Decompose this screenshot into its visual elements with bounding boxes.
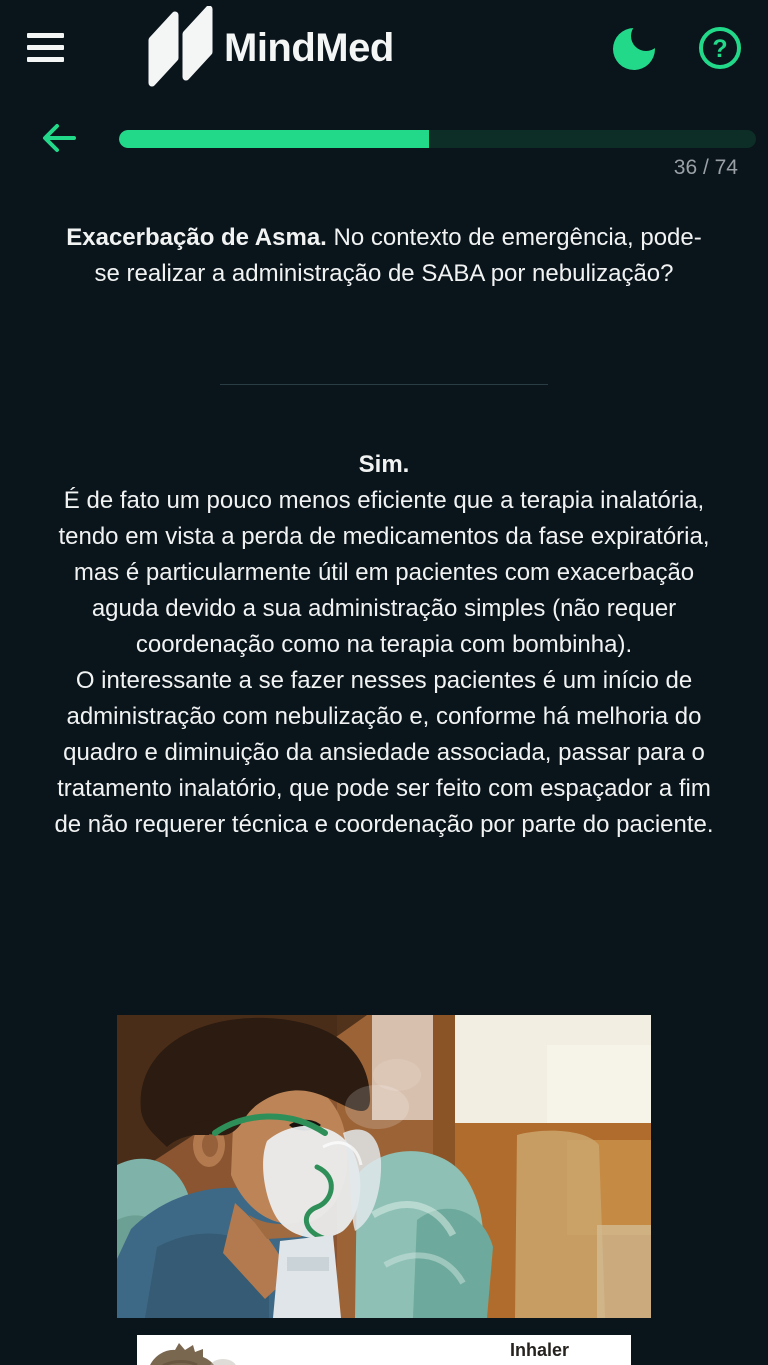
menu-button[interactable] <box>27 33 64 62</box>
help-button[interactable] <box>697 25 743 71</box>
nebulizer-photo <box>117 1015 651 1318</box>
dark-mode-toggle[interactable] <box>611 24 659 72</box>
svg-text:?: ? <box>712 35 728 63</box>
brand-name: MindMed <box>224 25 394 70</box>
question-mark-icon <box>697 25 743 71</box>
brand-logo[interactable] <box>148 6 394 90</box>
hamburger-icon <box>27 33 64 38</box>
answer-lead: Sim. <box>358 451 410 478</box>
question-text <box>64 220 704 292</box>
card-counter: 36 / 74 <box>673 156 738 179</box>
question-lead: Exacerbação de Asma. <box>66 224 327 251</box>
mindmed-logo-icon <box>148 6 214 90</box>
moon-icon <box>611 24 659 72</box>
progress-bar <box>119 130 756 148</box>
nebulizer-photo-art <box>117 1015 651 1318</box>
back-button[interactable] <box>38 118 80 158</box>
inhaler-figure <box>137 1335 631 1365</box>
question-body: No contexto de emergência, pode-se realizar a administração de SABA por nebulização? <box>94 224 702 287</box>
back-arrow-icon <box>38 118 80 158</box>
divider <box>220 384 548 385</box>
answer-paragraph-2: O interessante a se fazer nesses pacientes é um início de administração com nebulização e, conforme há melhoria do quadro e diminuição da ansiedade associada, passar para o tratamento inalatório, que pode ser feito com espaçador a fim de não requerer técnica e coordenação por parte do paciente. <box>54 667 714 838</box>
progress-fill <box>119 130 429 148</box>
inhaler-caption: Inhaler <box>510 1340 570 1360</box>
answer-text <box>54 447 714 843</box>
answer-paragraph-1: É de fato um pouco menos eficiente que a terapia inalatória, tendo em vista a perda de medicamentos da fase expiratória, mas é particularmente útil em pacientes com exacerbação aguda devido a sua administração simples (não requer coordenação como na terapia com bombinha). <box>58 487 710 658</box>
